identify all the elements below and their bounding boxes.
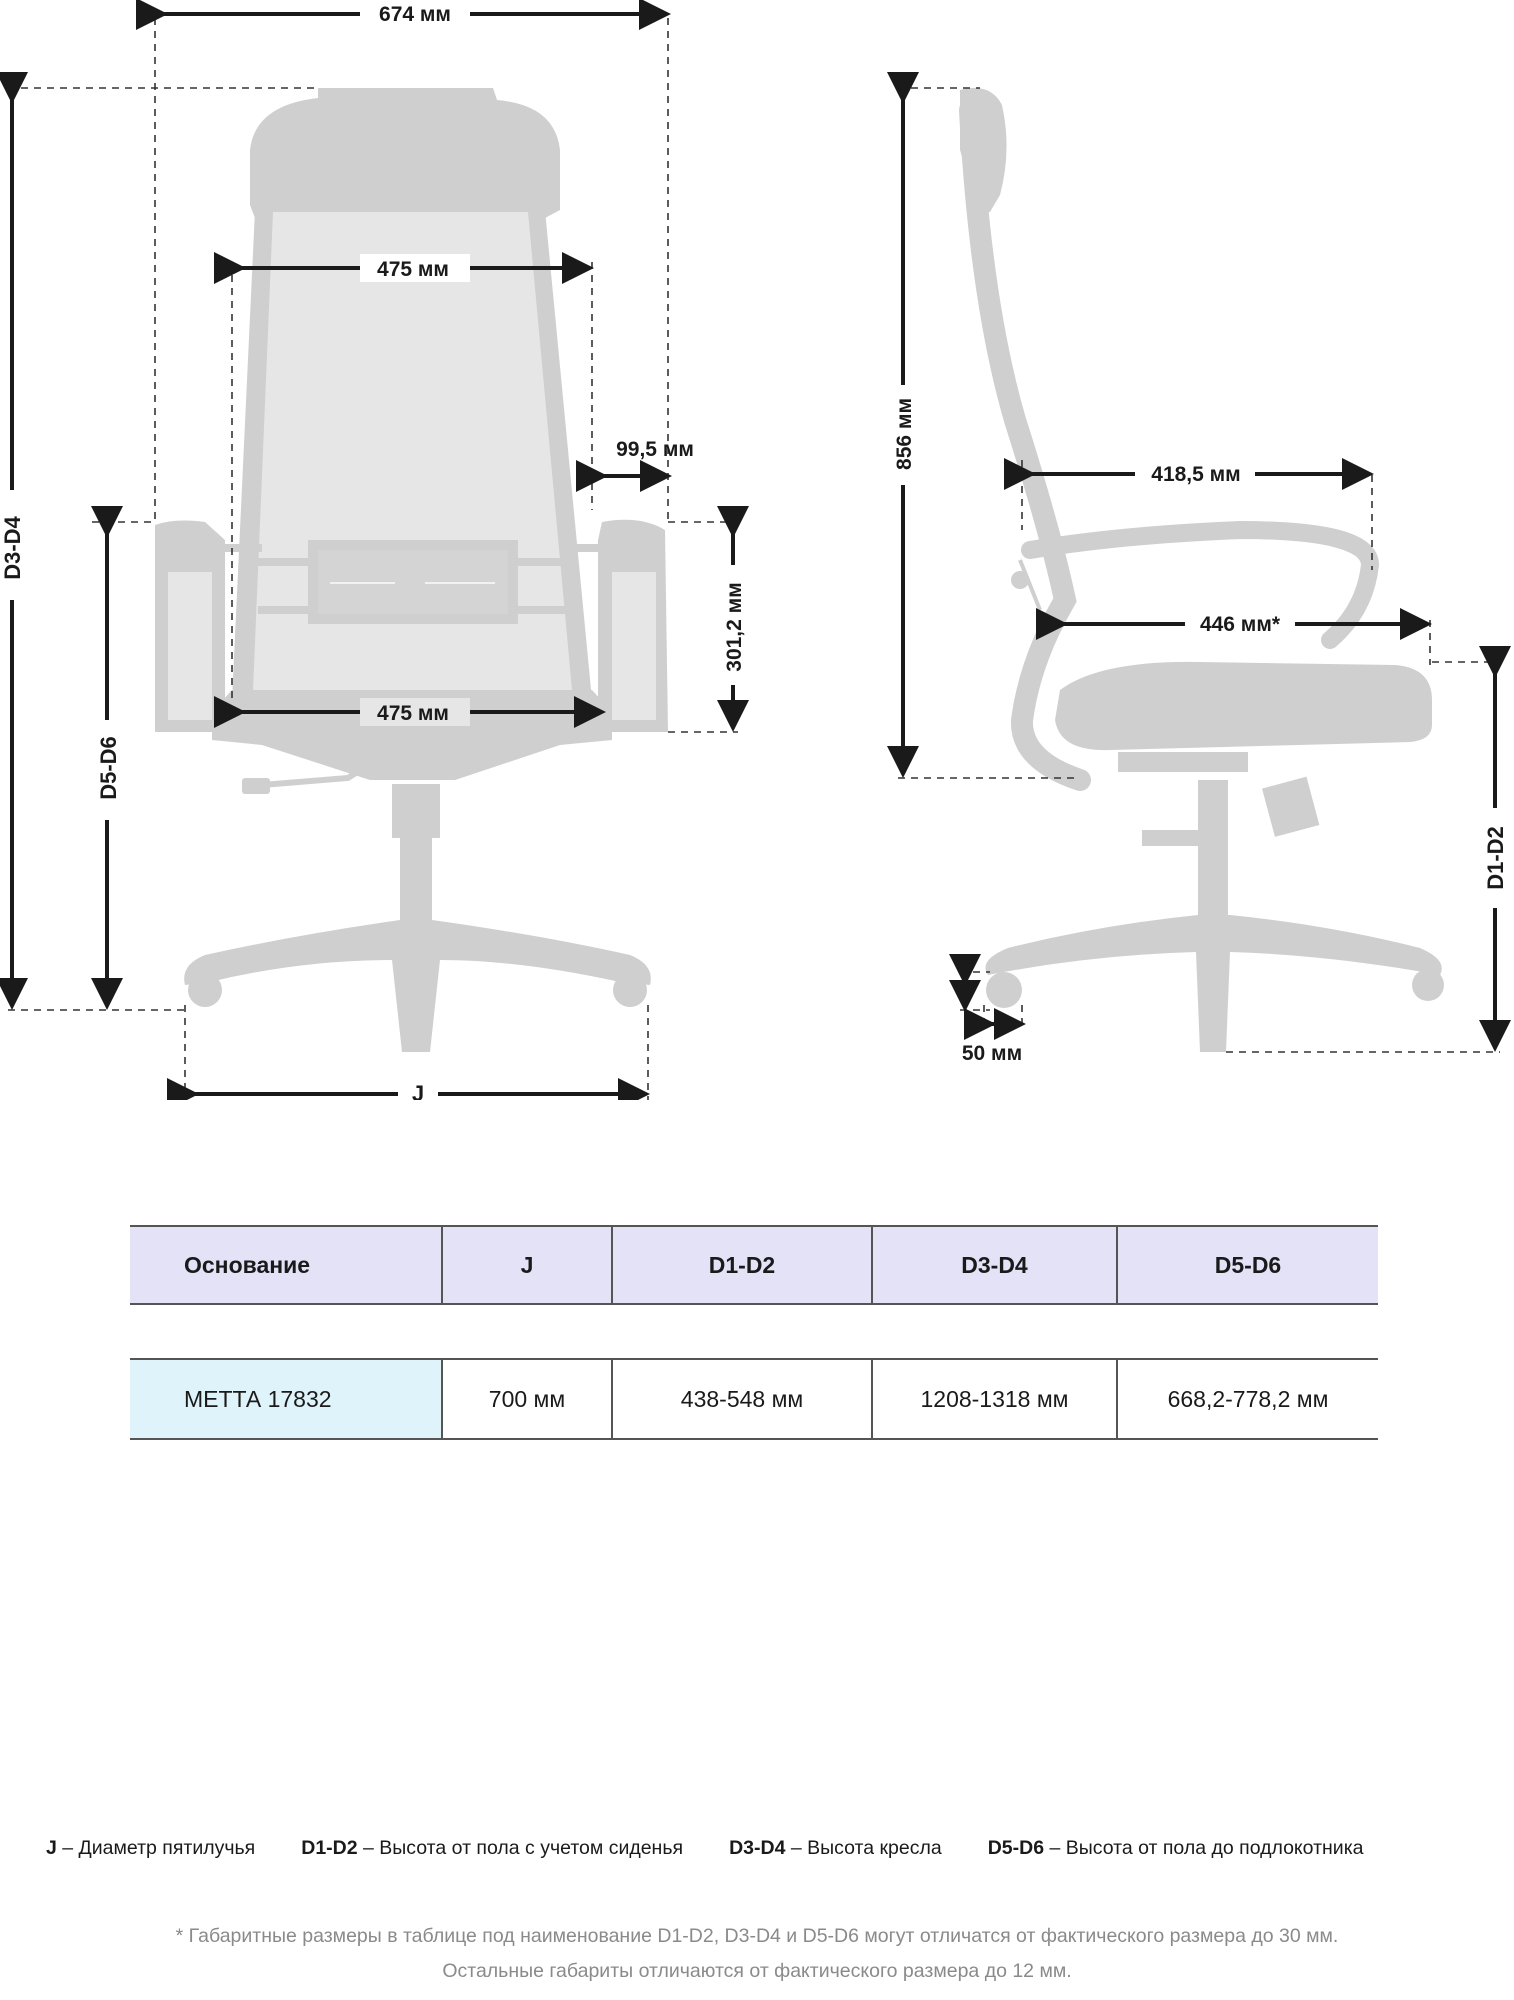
header-base: Основание bbox=[130, 1227, 443, 1303]
header-d3-d4: D3-D4 bbox=[873, 1227, 1118, 1303]
header-d5-d6: D5-D6 bbox=[1214, 1251, 1282, 1278]
label-j: J bbox=[411, 1081, 425, 1100]
dim-back-height: 856 мм bbox=[893, 398, 916, 470]
dim-width-overall: 674 мм bbox=[379, 3, 451, 26]
cell-d1-d2: 438-548 мм bbox=[613, 1360, 873, 1438]
dim-depth-top: 418,5 мм bbox=[1151, 463, 1241, 486]
footnote-line-2: Остальные габариты отличаются от фактического размера до 12 мм. bbox=[442, 1960, 1072, 1982]
table-header-row bbox=[130, 1225, 1378, 1305]
cell-d5-d6: 668,2-778,2 мм bbox=[1167, 1385, 1329, 1412]
dim-caster: 50 мм bbox=[961, 1042, 1023, 1065]
header-j: J bbox=[443, 1227, 613, 1303]
legend-item-d5-d6: D5-D6 – Высота от пола до подлокотника bbox=[987, 1837, 1364, 1859]
label-d5-d6: D5-D6 bbox=[96, 736, 121, 800]
legend bbox=[46, 1837, 1486, 1860]
dim-back-width: 475 мм bbox=[377, 258, 449, 281]
header-d1-d2: D1-D2 bbox=[613, 1227, 873, 1303]
cell-base: МЕТТА 17832 bbox=[130, 1360, 443, 1438]
cell-d3-d4: 1208-1318 мм bbox=[873, 1360, 1118, 1438]
footnote-line-1: * Габаритные размеры в таблице под наименование D1-D2, D3-D4 и D5-D6 могут отличатся от фактического размера до 30 мм. bbox=[175, 1925, 1339, 1947]
table-row bbox=[130, 1358, 1378, 1440]
legend-item-d1-d2: D1-D2 – Высота от пола с учетом сиденья bbox=[301, 1837, 684, 1859]
dim-seat-depth: 446 мм* bbox=[1199, 613, 1281, 636]
cell-j: 700 мм bbox=[443, 1360, 613, 1438]
dim-armrest-offset: 99,5 мм bbox=[616, 438, 694, 461]
label-d1-d2: D1-D2 bbox=[1483, 826, 1508, 890]
legend-item-d3-d4: D3-D4 – Высота кресла bbox=[729, 1837, 942, 1859]
label-d3-d4: D3-D4 bbox=[0, 516, 25, 580]
dim-seat-width: 475 мм bbox=[377, 702, 449, 725]
dim-armrest-height: 301,2 мм bbox=[723, 582, 746, 672]
legend-item-j: J – Диаметр пятилучья bbox=[46, 1837, 256, 1859]
front-chair-silhouette bbox=[155, 88, 668, 1052]
